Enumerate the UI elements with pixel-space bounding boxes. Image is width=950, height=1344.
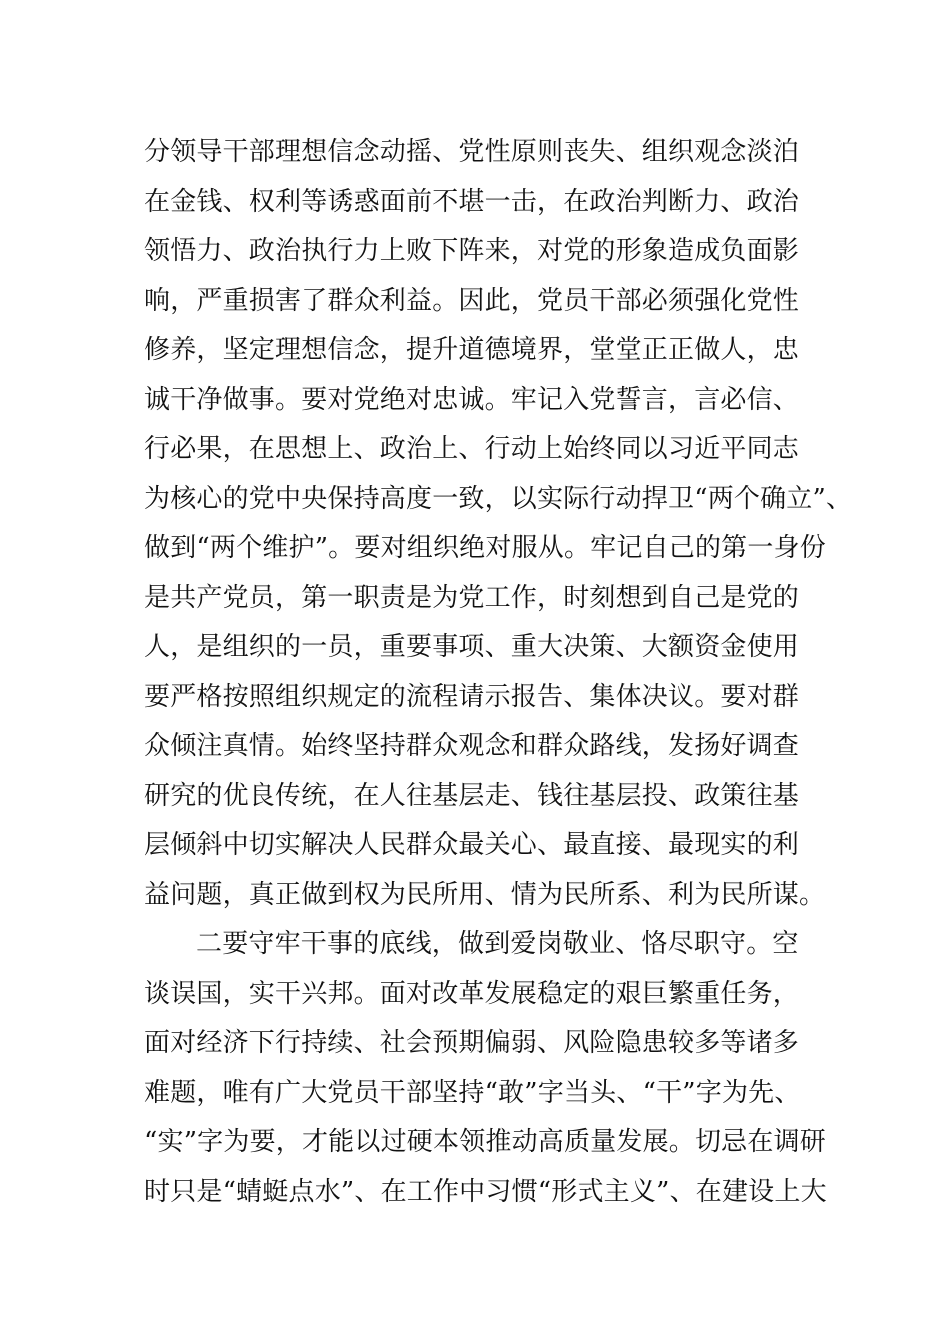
body-text — [144, 128, 853, 1217]
text-line: 诚干净做事。要对党绝对忠诚。牢记入党誓言，言必信、 — [144, 384, 800, 415]
paragraph-start-line: 二要守牢干事的底线，做到爱岗敬业、恪尽职守。空 — [196, 929, 799, 959]
text-line: 研究的优良传统，在人往基层走、钱往基层投、政策往基 — [144, 780, 800, 811]
text-line: 层倾斜中切实解决人民群众最关心、最直接、最现实的利 — [144, 830, 800, 860]
text-line: 做到“两个维护”。要对组织绝对服从。牢记自己的第一身份 — [144, 533, 826, 563]
text-line: 领悟力、政治执行力上败下阵来，对党的形象造成负面影 — [144, 236, 800, 266]
text-line: 响，严重损害了群众利益。因此，党员干部必须强化党性 — [144, 285, 800, 316]
text-line: 谈误国，实干兴邦。面对改革发展稳定的艰巨繁重任务， — [144, 978, 800, 1009]
text-line: 众倾注真情。始终坚持群众观念和群众路线，发扬好调查 — [144, 731, 800, 761]
text-line: 人，是组织的一员，重要事项、重大决策、大额资金使用 — [144, 632, 800, 662]
text-line: 时只是“蜻蜓点水”、在工作中习惯“形式主义”、在建设上大 — [144, 1176, 827, 1207]
text-line: 在金钱、权利等诱惑面前不堪一击，在政治判断力、政治 — [144, 186, 800, 217]
text-line: “实”字为要，才能以过硬本领推动高质量发展。切忌在调研 — [144, 1127, 826, 1157]
text-line: 是共产党员，第一职责是为党工作，时刻想到自己是党的 — [144, 582, 800, 613]
text-line: 面对经济下行持续、社会预期偏弱、风险隐患较多等诸多 — [144, 1028, 800, 1058]
text-line: 要严格按照组织规定的流程请示报告、集体决议。要对群 — [144, 681, 800, 712]
text-line: 难题，唯有广大党员干部坚持“敢”字当头、“干”字为先、 — [144, 1077, 801, 1108]
text-line: 益问题，真正做到权为民所用、情为民所系、利为民所谋。 — [144, 879, 826, 910]
text-line: 行必果，在思想上、政治上、行动上始终同以习近平同志 — [144, 434, 800, 464]
text-line: 分领导干部理想信念动摇、党性原则丧失、组织观念淡泊 — [144, 137, 800, 167]
text-line: 为核心的党中央保持高度一致，以实际行动捍卫“两个确立”、 — [144, 483, 853, 514]
text-line: 修养，坚定理想信念，提升道德境界，堂堂正正做人，忠 — [144, 335, 800, 365]
